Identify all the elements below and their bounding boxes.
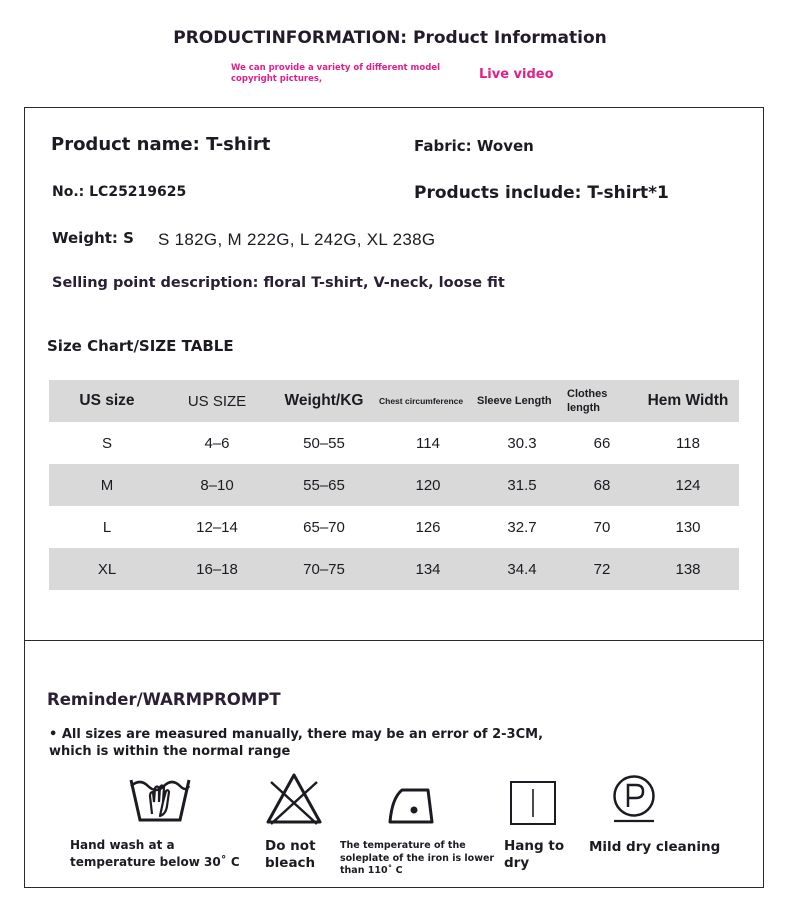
table-cell: 126 [415,518,441,536]
weight-values: S 182G, M 222G, L 242G, XL 238G [158,230,436,249]
col-header: Hem Width [637,380,739,422]
products-include: Products include: T-shirt*1 [414,183,669,203]
col-header: Weight/KG [269,380,379,422]
table-row [49,464,739,506]
hang-dry-icon [509,780,557,826]
table-cell: 55–65 [269,464,379,506]
do-not-bleach-icon [265,772,323,826]
table-cell: 32.7 [507,518,537,536]
table-cell: 124 [637,464,739,506]
table-row [49,422,739,464]
table-cell: 70–75 [269,548,379,590]
table-cell: 114 [416,434,440,452]
table-cell: 31.5 [477,464,567,506]
care-label: The temperature of the soleplate of the iron is lower than 110˚ C [340,840,495,876]
table-cell: 138 [637,548,739,590]
table-cell: 68 [567,464,637,506]
table-cell: 134 [379,548,477,590]
size-table [49,380,739,590]
care-label: Hand wash at a temperature below 30˚ C [70,838,240,869]
col-header: US SIZE [165,380,269,422]
live-video-link[interactable]: Live video [479,67,554,82]
table-cell: S [101,434,112,452]
table-cell: L [102,518,112,536]
copyright-note: We can provide a variety of different model copyright pictures, [231,63,441,84]
weight-label: Weight: S [52,229,134,247]
col-header: Chest circumference [379,380,477,422]
product-number: No.: LC25219625 [52,184,187,200]
table-cell: 130 [675,518,701,536]
table-cell: 118 [676,434,700,452]
table-cell: 12–14 [196,518,238,536]
dry-clean-icon [611,774,657,824]
col-header: US size [49,380,165,422]
table-cell: 4–6 [204,434,230,452]
table-cell: 65–70 [303,518,345,536]
table-cell: 66 [593,434,611,452]
table-cell: 72 [567,548,637,590]
table-cell: 30.3 [507,434,537,452]
col-header: Sleeve Length [477,380,567,422]
care-label: Do not bleach [265,838,316,871]
iron-icon [388,782,440,826]
table-cell: 50–55 [303,434,345,452]
hand-wash-icon [128,774,192,824]
measurement-note: • All sizes are measured manually, there may be an error of 2-3CM, which is within the normal range [49,727,544,759]
product-name: Product name: T-shirt [51,134,271,155]
table-row [49,506,739,548]
page-title: PRODUCTINFORMATION: Product Information [173,28,607,48]
size-table-header [49,380,739,422]
selling-point: Selling point description: floral T-shirt, V-neck, loose fit [52,275,505,291]
table-cell: 34.4 [477,548,567,590]
size-chart-title: Size Chart/SIZE TABLE [47,337,234,355]
care-label: Mild dry cleaning [589,839,721,855]
table-row [49,548,739,590]
col-header: Clothes length [567,380,637,422]
table-cell: 8–10 [165,464,269,506]
table-cell: 16–18 [165,548,269,590]
reminder-title: Reminder/WARMPROMPT [47,690,281,709]
table-cell: 70 [593,518,611,536]
care-label: Hang to dry [504,838,565,871]
fabric: Fabric: Woven [414,137,534,155]
table-cell: M [49,464,165,506]
table-cell: XL [49,548,165,590]
table-cell: 120 [379,464,477,506]
